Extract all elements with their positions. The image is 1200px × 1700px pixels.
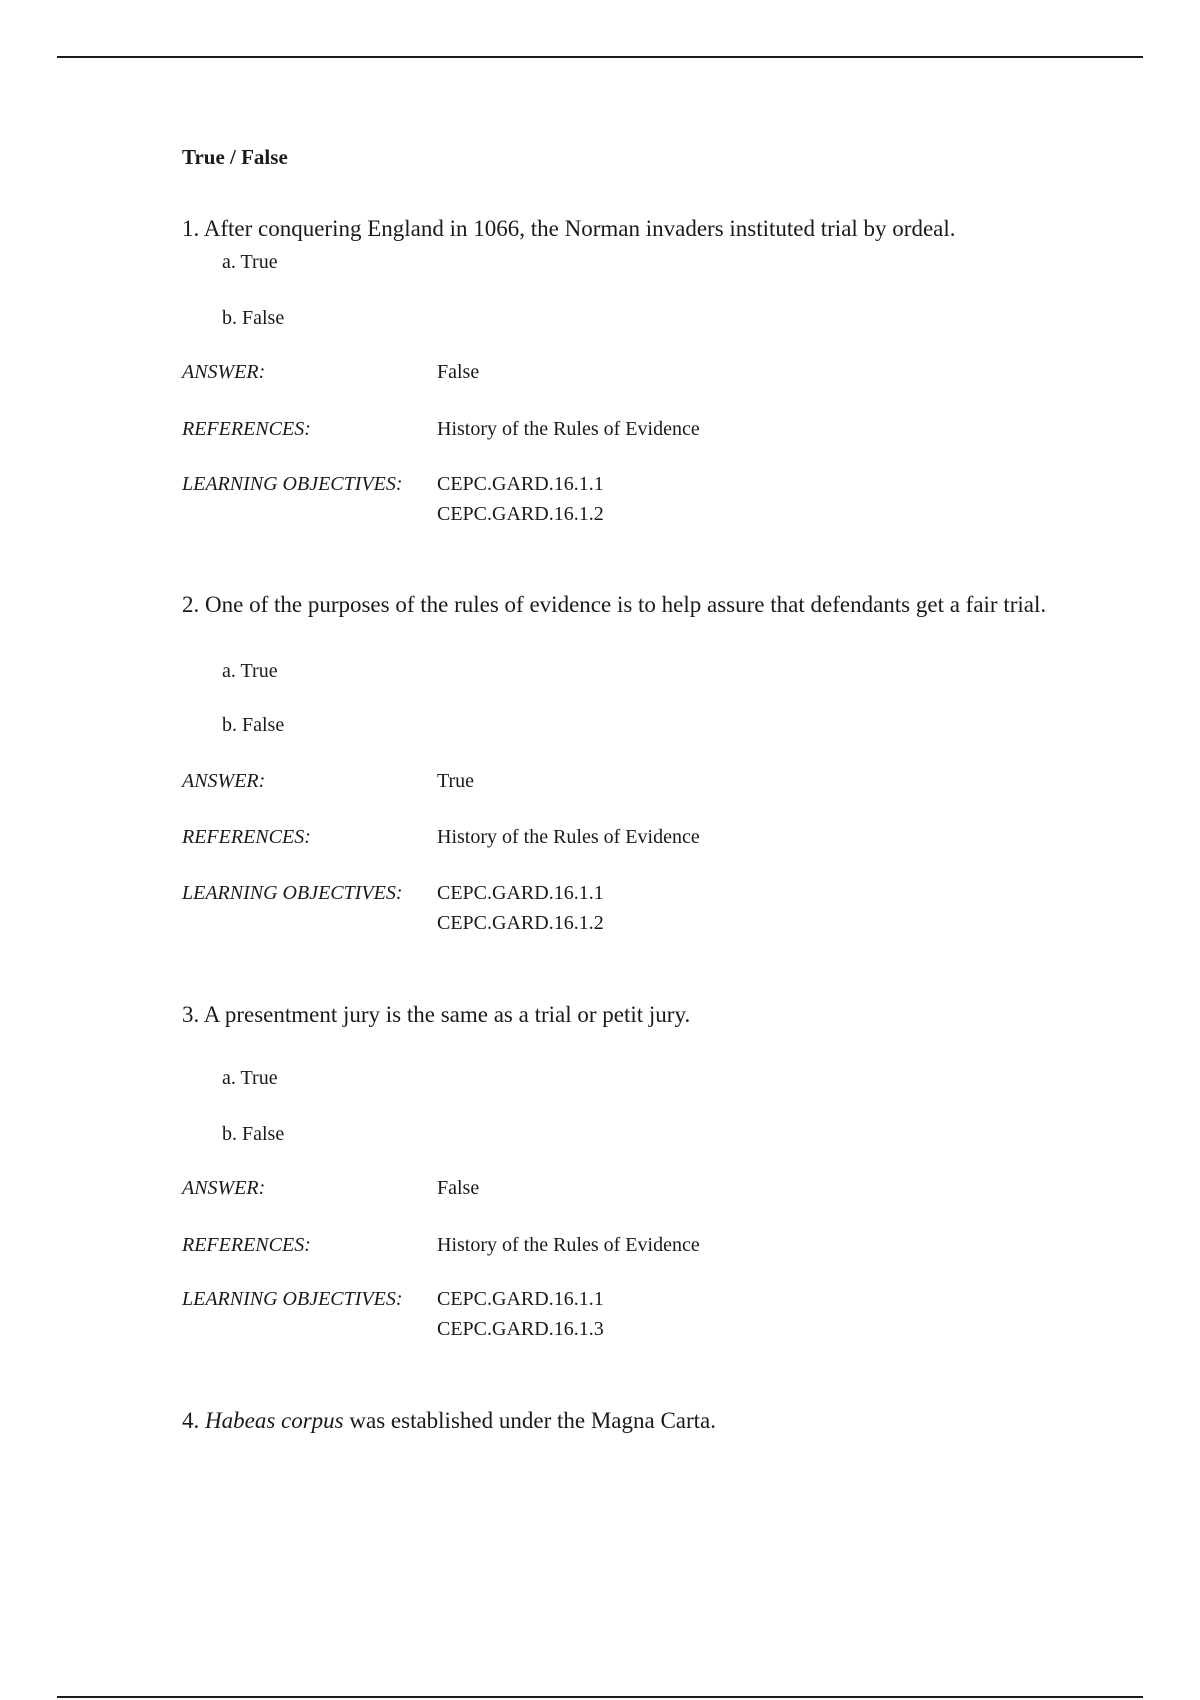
question-1-objectives-label: LEARNING OBJECTIVES:	[182, 473, 403, 495]
question-3-objective-2: CEPC.GARD.16.1.3	[437, 1318, 604, 1340]
question-2-objective-2: CEPC.GARD.16.1.2	[437, 912, 604, 934]
question-3-text: 3. A presentment jury is the same as a trial or petit jury.	[182, 1002, 691, 1027]
question-1-objective-1: CEPC.GARD.16.1.1	[437, 473, 604, 495]
question-2-answer-label: ANSWER:	[182, 770, 266, 792]
question-2-objective-1: CEPC.GARD.16.1.1	[437, 882, 604, 904]
question-2-text: 2. One of the purposes of the rules of evidence is to help assure that defendants get a fair trial.	[182, 592, 1047, 617]
question-1-text: 1. After conquering England in 1066, the Norman invaders instituted trial by ordeal.	[182, 216, 956, 241]
question-3-objective-1: CEPC.GARD.16.1.1	[437, 1288, 604, 1310]
question-2-answer-value: True	[437, 770, 475, 792]
question-3-objectives-label: LEARNING OBJECTIVES:	[182, 1288, 403, 1310]
question-4-rest: was established under the Magna Carta.	[349, 1408, 716, 1433]
question-3-answer-label: ANSWER:	[182, 1177, 266, 1199]
question-3-references-label: REFERENCES:	[182, 1234, 311, 1256]
question-3-option-b: b. False	[222, 1123, 285, 1145]
question-4-italic-term: Habeas corpus	[205, 1408, 344, 1433]
question-1-option-a: a. True	[222, 251, 278, 273]
question-1-objectives-value	[437, 469, 604, 529]
top-rule	[57, 56, 1143, 58]
question-1-answer-value: False	[437, 361, 480, 383]
question-4-text	[182, 1405, 1052, 1437]
question-1-objective-2: CEPC.GARD.16.1.2	[437, 503, 604, 525]
question-2-references-label: REFERENCES:	[182, 826, 311, 848]
question-1-references-value: History of the Rules of Evidence	[437, 418, 700, 440]
question-1-references-label: REFERENCES:	[182, 418, 311, 440]
question-2-objectives-value	[437, 878, 604, 938]
question-3-references-value: History of the Rules of Evidence	[437, 1234, 700, 1256]
question-2-option-a: a. True	[222, 660, 278, 682]
question-2-references-value: History of the Rules of Evidence	[437, 826, 700, 848]
question-2-option-b: b. False	[222, 714, 285, 736]
question-3-option-a: a. True	[222, 1067, 278, 1089]
question-3-objectives-value	[437, 1284, 604, 1344]
question-2-objectives-label: LEARNING OBJECTIVES:	[182, 882, 403, 904]
section-title: True / False	[182, 145, 288, 169]
question-1-answer-label: ANSWER:	[182, 361, 266, 383]
bottom-rule	[57, 1696, 1143, 1698]
question-1-option-b: b. False	[222, 307, 285, 329]
question-4-number: 4.	[182, 1408, 200, 1433]
question-3-answer-value: False	[437, 1177, 480, 1199]
